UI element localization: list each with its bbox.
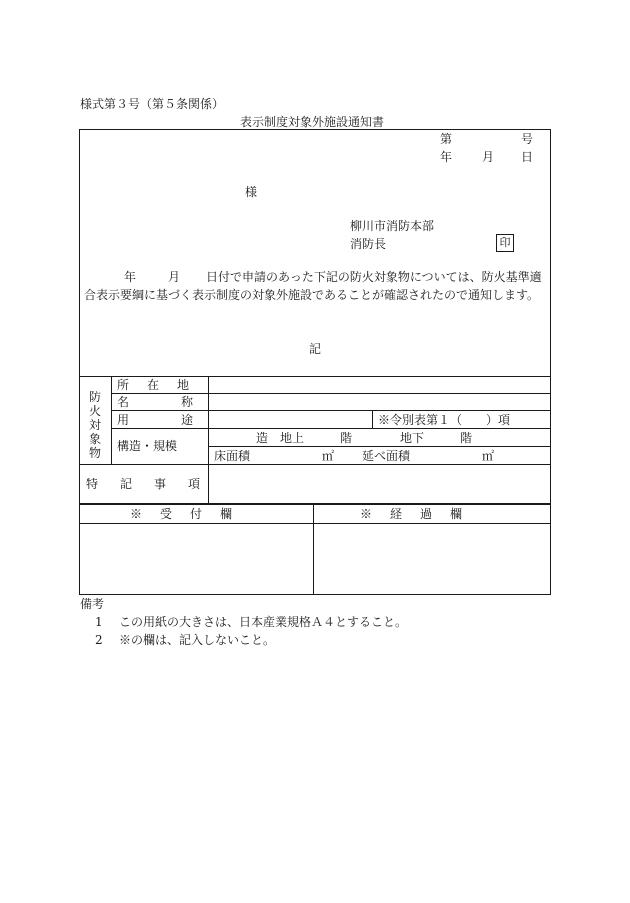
progress-column-header: ※経過欄 <box>360 507 481 521</box>
issue-number-suffix: 号 <box>521 132 534 146</box>
use-label: 用途 <box>117 413 246 427</box>
remarks-label: 特記事項 <box>86 477 223 491</box>
reception-header-rule <box>79 523 551 524</box>
reception-split-rule <box>313 504 314 595</box>
reception-column-header: ※受付欄 <box>130 507 251 521</box>
remarks-bottom-rule <box>79 503 551 505</box>
row-rule-5 <box>79 464 551 465</box>
body-month-label: 月 <box>168 270 181 284</box>
details-top-rule <box>79 376 551 377</box>
note-item-2-number: 2 <box>95 633 103 647</box>
issuer-title: 消防長 <box>350 237 387 251</box>
group-col-rule <box>111 376 112 464</box>
body-year-label: 年 <box>124 270 137 284</box>
notes-heading: 備考 <box>80 597 105 611</box>
note-item-1-text: この用紙の大きさは、日本産業規格Ａ４とすること。 <box>119 615 408 629</box>
use-ref-rule <box>372 410 373 428</box>
floor-area-unit: ㎡ <box>322 449 335 463</box>
total-area-unit: ㎡ <box>482 449 495 463</box>
document-title: 表示制度対象外施設通知書 <box>240 115 385 129</box>
total-area-label: 延べ面積 <box>362 449 411 463</box>
addressee-honorific: 様 <box>245 185 258 199</box>
name-label: 名称 <box>117 395 246 409</box>
row-rule-1 <box>111 393 551 394</box>
location-label-text: 所在地 <box>117 378 208 392</box>
notice-frame <box>79 129 551 595</box>
issue-number-prefix: 第 <box>440 132 453 146</box>
date-day-label: 日 <box>521 150 534 164</box>
seal-mark: 印 <box>496 234 514 252</box>
note-item-2-text: ※の欄は、記入しないこと。 <box>119 633 276 647</box>
floor-area-label: 床面積 <box>214 449 251 463</box>
date-month-label: 月 <box>482 150 495 164</box>
notice-body-text <box>84 268 546 304</box>
row-rule-2 <box>111 410 551 411</box>
form-number: 様式第３号（第５条関係） <box>80 97 225 111</box>
use-reference: ※令別表第１（ ）項 <box>378 413 511 427</box>
structure-label: 構造・規模 <box>117 439 178 453</box>
location-label <box>117 378 208 392</box>
issuer-organization: 柳川市消防本部 <box>350 219 435 233</box>
fire-object-group-label: 防火対象物 <box>89 390 102 460</box>
note-item-1-number: 1 <box>95 615 103 629</box>
notice-body-content: 日付で申請のあった下記の防火対象物については、防火基準適合表示要綱に基づく表示制度の対象外施設であることが確認されたので通知します。 <box>84 270 542 302</box>
date-year-label: 年 <box>440 150 453 164</box>
row-rule-3 <box>111 428 551 429</box>
row-rule-4 <box>208 446 551 447</box>
ki-heading: 記 <box>309 342 322 356</box>
structure-floors: 造 地上 階 地下 階 <box>256 431 473 445</box>
